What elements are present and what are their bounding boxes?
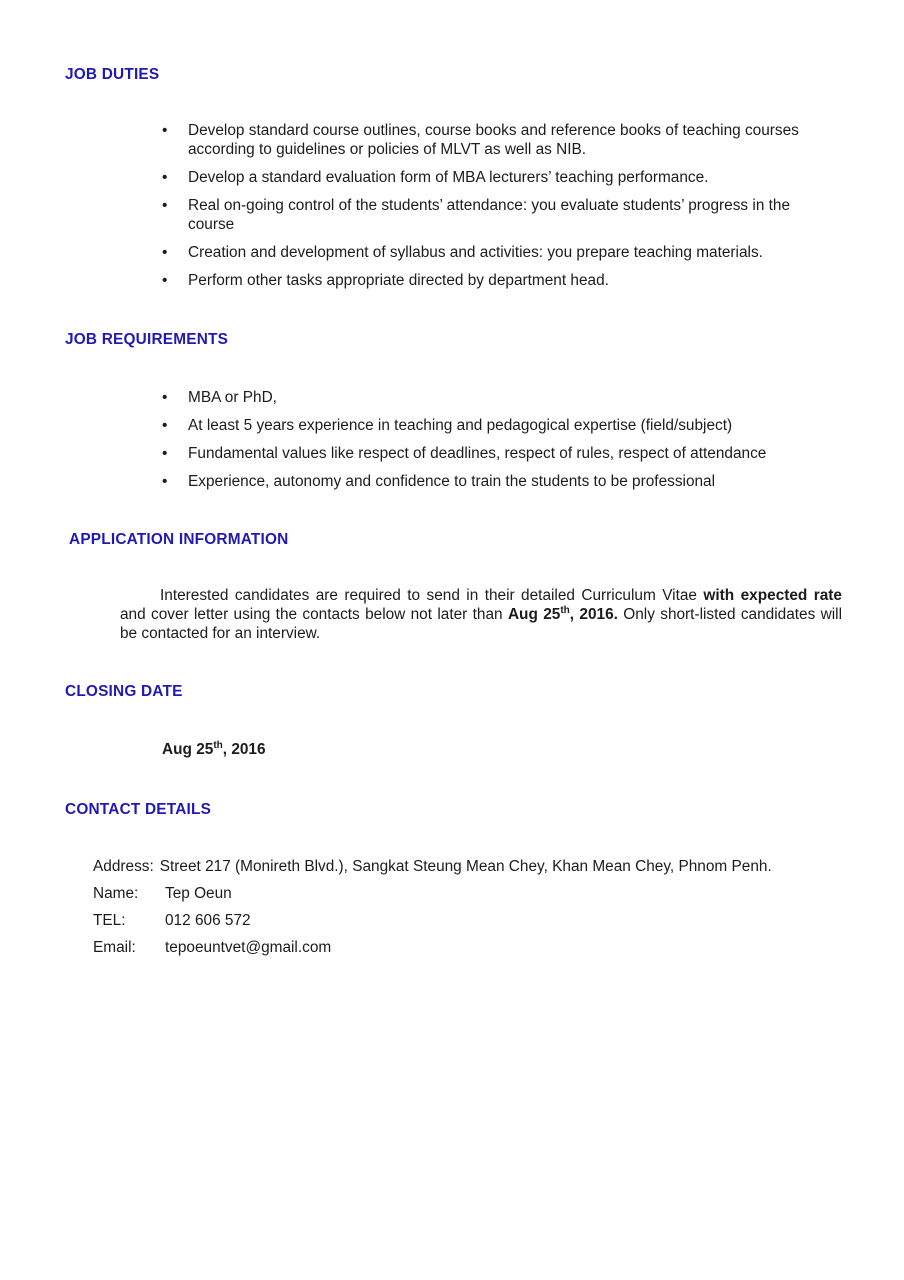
contact-row-address (93, 857, 904, 876)
bullet-text: Real on-going control of the students’ attendance: you evaluate students’ progress in the course (188, 197, 791, 233)
email-value: tepoeuntvet@gmail.com (165, 939, 332, 956)
paragraph-run: Interested candidates are required to send in their detailed Curriculum Vitae (160, 587, 704, 604)
bullet-text: Perform other tasks appropriate directed by department head. (188, 272, 609, 289)
deadline-date: Aug 25 (507, 606, 561, 623)
bullet-item (160, 271, 840, 290)
email-label: Email: (93, 939, 136, 956)
bullet-text: Experience, autonomy and confidence to train the students to be professional (188, 473, 716, 490)
job-requirements-list (160, 388, 840, 491)
heading-contact-details: CONTACT DETAILS (65, 801, 212, 818)
closing-date-year: , 2016 (222, 741, 266, 758)
bullet-text: Creation and development of syllabus and activities: you prepare teaching materials. (188, 244, 763, 261)
name-value: Tep Oeun (165, 885, 232, 902)
closing-date-value (162, 740, 904, 759)
tel-label: TEL: (93, 912, 126, 929)
bullet-item (160, 196, 840, 234)
paragraph-run: Only short-listed candidates will be contacted for an interview. (120, 606, 843, 642)
closing-date-ordinal: th (213, 739, 223, 751)
contact-row-tel (93, 911, 904, 930)
address-label: Address: (93, 858, 154, 875)
deadline-date-ordinal: th (560, 604, 570, 616)
bullet-text: Develop a standard evaluation form of MBA lecturers’ teaching performance. (188, 169, 709, 186)
contact-row-email (93, 938, 904, 957)
contact-row-name (93, 884, 904, 903)
bullet-text: MBA or PhD, (188, 389, 277, 406)
bullet-text: Fundamental values like respect of deadlines, respect of rules, respect of attendance (188, 445, 767, 462)
bullet-item (160, 416, 840, 435)
bullet-text: At least 5 years experience in teaching and pedagogical expertise (field/subject) (188, 417, 733, 434)
paragraph-run: and cover letter using the contacts below not later than (120, 606, 508, 623)
heading-job-duties: JOB DUTIES (65, 66, 160, 83)
tel-value: 012 606 572 (165, 912, 251, 929)
bullet-item (160, 168, 840, 187)
deadline-date-year: , 2016. (569, 606, 618, 623)
bullet-item (160, 388, 840, 407)
closing-date-day: Aug 25 (162, 741, 214, 758)
name-label: Name: (93, 885, 139, 902)
heading-closing-date: CLOSING DATE (65, 683, 183, 700)
paragraph-run-bold: with expected rate (703, 587, 842, 604)
application-paragraph (120, 586, 842, 643)
bullet-text: Develop standard course outlines, course books and reference books of teaching courses according to guidelines or policies of MLVT as well as NIB. (188, 122, 799, 158)
job-duties-list (160, 121, 840, 290)
heading-application-information: APPLICATION INFORMATION (69, 531, 289, 548)
address-value: Street 217 (Monireth Blvd.), Sangkat Steung Mean Chey, Khan Mean Chey, Phnom Penh. (159, 858, 772, 875)
bullet-item (160, 243, 840, 262)
heading-job-requirements: JOB REQUIREMENTS (65, 331, 229, 348)
bullet-item (160, 121, 840, 159)
bullet-item (160, 472, 840, 491)
bullet-item (160, 444, 840, 463)
contact-details-block (93, 857, 904, 957)
